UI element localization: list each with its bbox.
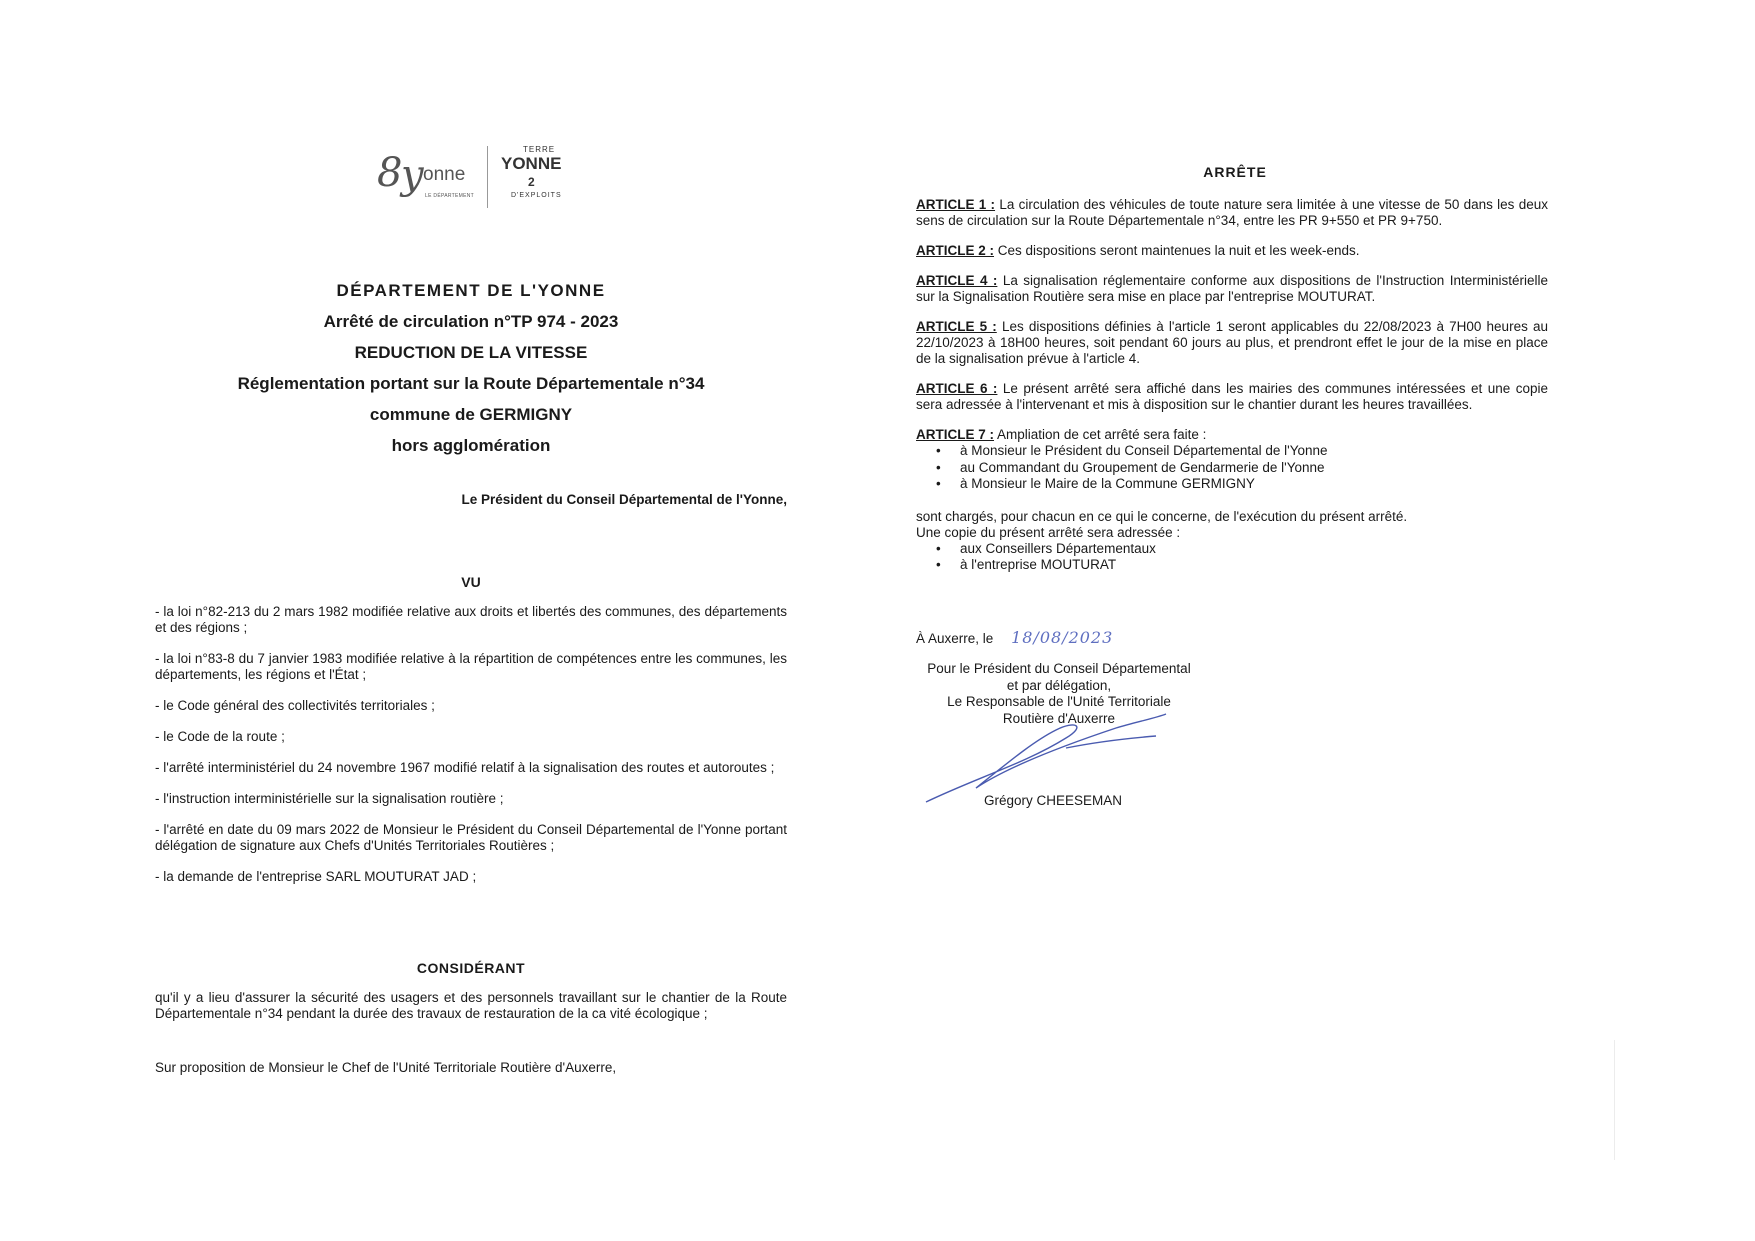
- article-2: [916, 243, 1548, 259]
- signature-line-3: Le Responsable de l'Unité Territoriale: [947, 694, 1171, 709]
- president-line: Le Président du Conseil Départemental de l'Yonne,: [461, 492, 787, 507]
- signature-line-4: Routière d'Auxerre: [1002, 710, 1116, 726]
- department-title: DÉPARTEMENT DE L'YONNE: [336, 281, 606, 300]
- ampliation-list: [916, 443, 1548, 493]
- header-block: [155, 276, 787, 461]
- article-text: La circulation des véhicules de toute nature sera limitée à une vitesse de 50 dans les deux sens de circulation sur la Route Départementale n°34, entre les PR 9+550 et PR 9+750.: [916, 197, 1548, 228]
- signer-name: Grégory CHEESEMAN: [984, 793, 1123, 808]
- dept-tagline: LE DÉPARTEMENT: [425, 193, 475, 199]
- article-text: Ampliation de cet arrêté sera faite :: [997, 427, 1207, 442]
- vu-item: - le Code général des collectivités territoriales ;: [155, 698, 435, 713]
- considerant-text: qu'il y a lieu d'assurer la sécurité des usagers et des personnels travaillant sur le chantier de la Route Départementale n°34 pendant la durée des travaux de restauration de la ca vité écologique ;: [155, 990, 787, 1021]
- signature-line-2: et par délégation,: [1006, 677, 1112, 693]
- list-item: • au Commandant du Groupement de Gendarmerie de l'Yonne: [916, 460, 1548, 477]
- considerant-title: CONSIDÉRANT: [416, 960, 526, 976]
- list-item: • aux Conseillers Départementaux: [916, 541, 1548, 558]
- article-4: [916, 273, 1548, 305]
- vu-list: [155, 604, 787, 885]
- vu-item: - l'arrêté interministériel du 24 novembre 1967 modifié relatif à la signalisation des routes et autoroutes ;: [155, 760, 775, 775]
- vu-item: - le Code de la route ;: [155, 729, 285, 744]
- vu-item: - la loi n°82-213 du 2 mars 1982 modifiée relative aux droits et libertés des communes, des départements et des régions ;: [155, 604, 787, 635]
- article-5: [916, 319, 1548, 367]
- article-text: Ces dispositions seront maintenues la nuit et les week-ends.: [997, 243, 1360, 258]
- article-1: [916, 197, 1548, 229]
- list-item: • à l'entreprise MOUTURAT: [916, 557, 1548, 574]
- proposition-text: Sur proposition de Monsieur le Chef de l'Unité Territoriale Routière d'Auxerre,: [155, 1060, 617, 1075]
- article-label: ARTICLE 1 :: [916, 197, 996, 212]
- vu-title: VU: [461, 574, 481, 590]
- arrete-subject: REDUCTION DE LA VITESSE: [354, 343, 588, 362]
- handwritten-date: 18/08/2023: [1011, 628, 1114, 647]
- articles-list: [916, 197, 1548, 574]
- list-item: • à Monsieur le Président du Conseil Départemental de l'Yonne: [916, 443, 1548, 460]
- signature-line-1: Pour le Président du Conseil Départemental: [927, 661, 1191, 676]
- terre-main: YONNE: [501, 154, 562, 173]
- article-label: ARTICLE 7 :: [916, 427, 995, 442]
- article-text: Le présent arrêté sera affiché dans les mairies des communes intéressées et une copie sera adressée à l'intervenant et mis à disposition sur le chantier durant les heures travaillées.: [916, 381, 1548, 412]
- article-6: [916, 381, 1548, 413]
- dept-brand-suffix: onne: [423, 164, 466, 185]
- terre-yonne-logo: [495, 142, 575, 210]
- vu-item: - la loi n°83-8 du 7 janvier 1983 modifiée relative à la répartition de compétences entre les communes, les départements, les régions et l'État ;: [155, 651, 787, 682]
- arrete-number: Arrêté de circulation n°TP 974 - 2023: [323, 312, 619, 331]
- article-label: ARTICLE 6 :: [916, 381, 998, 396]
- article-text: Les dispositions définies à l'article 1 seront applicables du 22/08/2023 à 7H00 heures au 22/10/2023 à 18H00 heures, soit pendant 60 jours au plus, et prendront effet le jour de la mise en place de la signalisation prévue à l'article 4.: [916, 319, 1548, 366]
- logo-divider: [487, 146, 488, 208]
- vu-item: - la demande de l'entreprise SARL MOUTURAT JAD ;: [155, 869, 477, 884]
- commune-title: commune de GERMIGNY: [369, 405, 573, 424]
- article-label: ARTICLE 4 :: [916, 273, 998, 288]
- signature-date-line: [916, 630, 1316, 647]
- list-item: • à Monsieur le Maire de la Commune GERMIGNY: [916, 476, 1548, 493]
- terre-arc-top: TERRE: [523, 145, 556, 154]
- article-text: La signalisation réglementaire conforme aux dispositions de l'Instruction Interministérielle sur la Signalisation Routière sera mise en place par l'entreprise MOUTURAT.: [916, 273, 1548, 304]
- scan-edge-line: [1614, 1040, 1615, 1160]
- zone-title: hors agglomération: [391, 436, 551, 455]
- signature-place: À Auxerre, le: [916, 631, 994, 646]
- charges-text: sont chargés, pour chacun en ce qui le concerne, de l'exécution du présent arrêté.: [916, 508, 1408, 524]
- copie-text: Une copie du présent arrêté sera adressée :: [916, 524, 1181, 540]
- regulation-title: Réglementation portant sur la Route Départementale n°34: [237, 374, 705, 393]
- article-label: ARTICLE 2 :: [916, 243, 995, 258]
- svg-text:y: y: [401, 152, 424, 198]
- terre-arc-bottom: D'EXPLOITS: [511, 192, 562, 199]
- terre-number: 2: [528, 175, 535, 189]
- vu-item: - l'instruction interministérielle sur la signalisation routière ;: [155, 791, 504, 806]
- svg-text:8: 8: [377, 150, 403, 196]
- department-logo: [373, 140, 483, 210]
- vu-item: - l'arrêté en date du 09 mars 2022 de Monsieur le Président du Conseil Départemental de l'Yonne portant délégation de signature aux Chefs d'Unités Territoriales Routières ;: [155, 822, 787, 853]
- copie-list: [916, 541, 1548, 574]
- article-7: [916, 427, 1548, 443]
- arrete-title: ARRÊTE: [1203, 164, 1267, 180]
- article-label: ARTICLE 5 :: [916, 319, 997, 334]
